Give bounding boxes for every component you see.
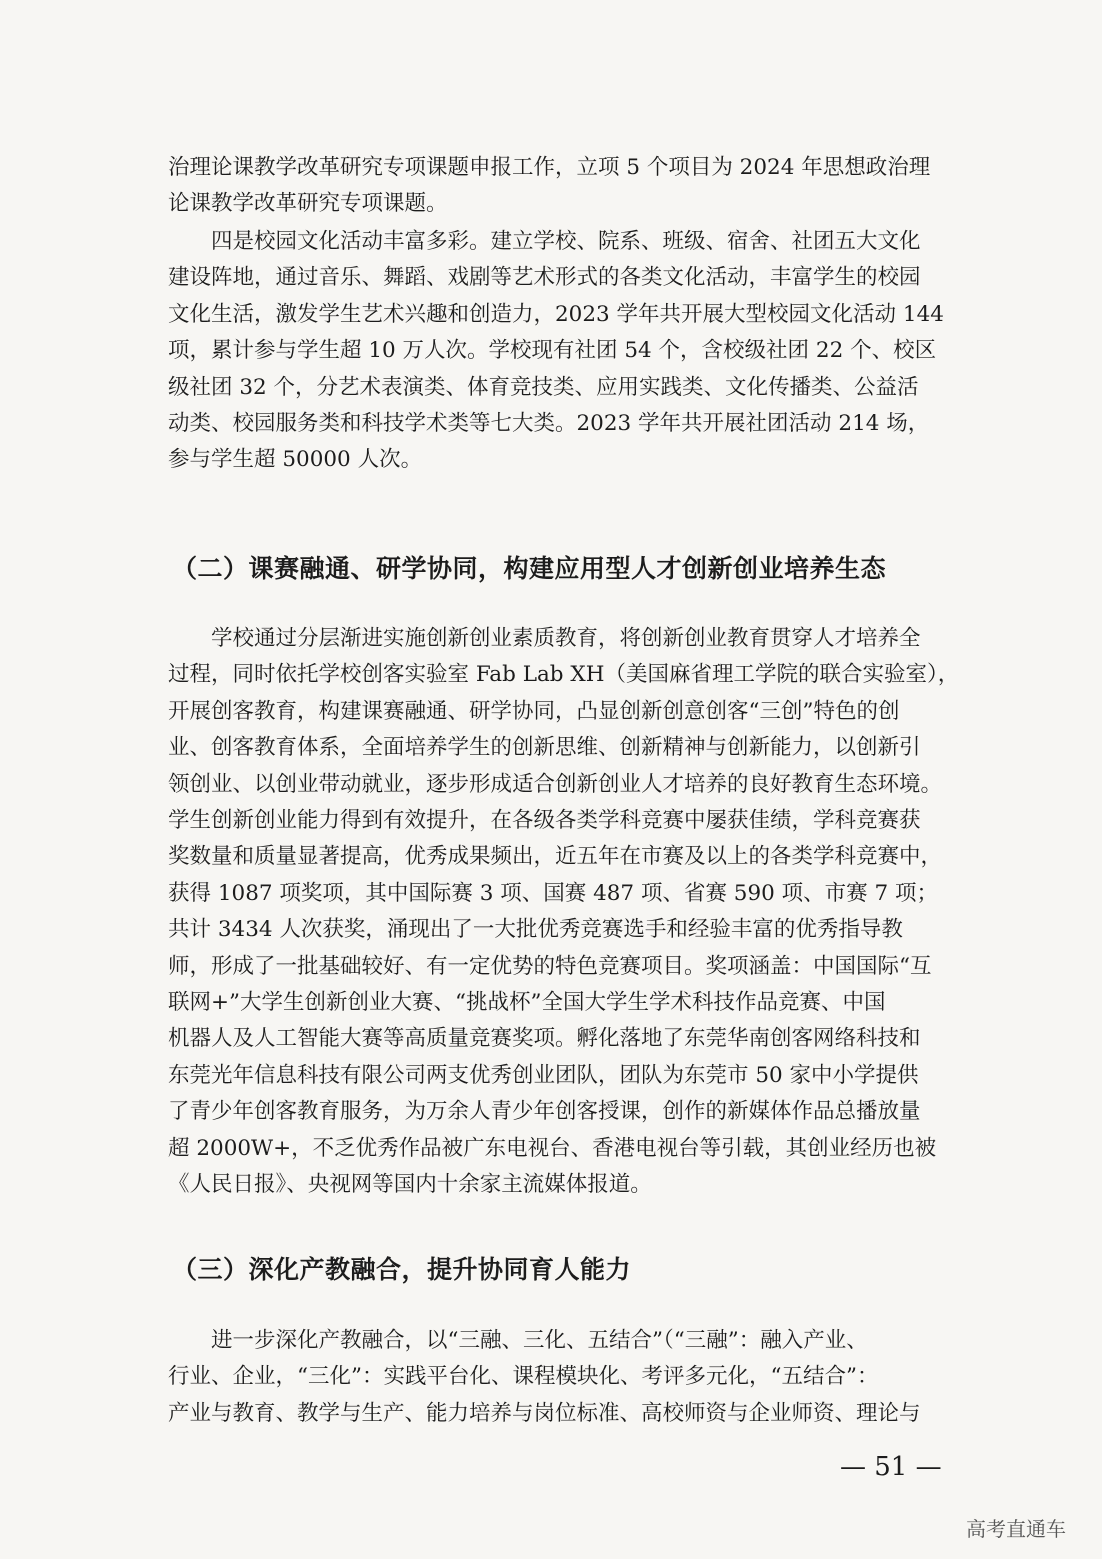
- text-line: 共计 3434 人次获奖，涌现出了一大批优秀竞赛选手和经验丰富的优秀指导教: [168, 917, 903, 943]
- text-line: 行业、企业，“三化”：实践平台化、课程模块化、考评多元化，“五结合”：: [168, 1364, 879, 1390]
- text-line: 论课教学改革研究专项课题。: [168, 191, 448, 217]
- text-line: 参与学生超 50000 人次。: [168, 447, 423, 473]
- watermark-text: 高考直通车: [966, 1517, 1066, 1541]
- text-line: 《人民日报》、央视网等国内十余家主流媒体报道。: [168, 1172, 652, 1198]
- text-line: 领创业、以创业带动就业，逐步形成适合创新创业人才培养的良好教育生态环境。: [168, 771, 943, 797]
- text-line: 开展创客教育，构建课赛融通、研学协同，凸显创新创意创客“三创”特色的创: [168, 698, 900, 724]
- page-number: — 51 —: [840, 1452, 942, 1482]
- paragraph-3: [168, 621, 960, 1204]
- section-heading-2: （二）课赛融通、研学协同，构建应用型人才创新创业培养生态: [172, 554, 887, 583]
- text-line: 学校通过分层渐进实施创新创业素质教育，将创新创业教育贯穿人才培养全: [168, 626, 921, 651]
- paragraph-2: [168, 224, 944, 479]
- section-heading-3: （三）深化产教融合，提升协同育人能力: [172, 1255, 632, 1284]
- text-line: 师，形成了一批基础较好、有一定优势的特色竞赛项目。奖项涵盖：中国国际“互: [168, 953, 932, 979]
- text-line: 进一步深化产教融合，以“三融、三化、五结合”（“三融”：融入产业、: [168, 1328, 868, 1353]
- text-line: 获得 1087 项奖项，其中国际赛 3 项、国赛 487 项、省赛 590 项、市赛 7 项；: [168, 880, 938, 906]
- text-line: 动类、校园服务类和科技学术类等七大类。2023 学年共开展社团活动 214 场，: [168, 411, 930, 437]
- text-line: 文化生活，激发学生艺术兴趣和创造力，2023 学年共开展大型校园文化活动 144: [168, 301, 944, 327]
- text-line: 级社团 32 个，分艺术表演类、体育竞技类、应用实践类、文化传播类、公益活: [168, 374, 919, 400]
- text-line: 超 2000W+，不乏优秀作品被广东电视台、香港电视台等引载，其创业经历也被: [168, 1135, 937, 1161]
- text-line: 了青少年创客教育服务，为万余人青少年创客授课，创作的新媒体作品总播放量: [168, 1099, 921, 1125]
- text-line: 四是校园文化活动丰富多彩。建立学校、院系、班级、宿舍、社团五大文化: [168, 229, 921, 254]
- text-line: 奖数量和质量显著提高，优秀成果频出，近五年在市赛及以上的各类学科竞赛中，: [168, 844, 943, 870]
- text-line: 过程，同时依托学校创客实验室 Fab Lab XH（美国麻省理工学院的联合实验室），: [168, 662, 960, 688]
- text-line: 治理论课教学改革研究专项课题申报工作，立项 5 个项目为 2024 年思想政治理: [168, 155, 931, 180]
- text-line: 机器人及人工智能大赛等高质量竞赛奖项。孵化落地了东莞华南创客网络科技和: [168, 1026, 921, 1052]
- paragraph-4: [168, 1323, 936, 1432]
- text-line: 项，累计参与学生超 10 万人次。学校现有社团 54 个，含校级社团 22 个、校区: [168, 338, 937, 364]
- text-line: 业、创客教育体系，全面培养学生的创新思维、创新精神与创新能力，以创新引: [168, 735, 921, 761]
- text-line: 产业与教育、教学与生产、能力培养与岗位标准、高校师资与企业师资、理论与: [168, 1400, 921, 1426]
- paragraph-1: [168, 150, 936, 223]
- text-line: 建设阵地，通过音乐、舞蹈、戏剧等艺术形式的各类文化活动，丰富学生的校园: [168, 265, 921, 291]
- text-line: 东莞光年信息科技有限公司两支优秀创业团队，团队为东莞市 50 家中小学提供: [168, 1062, 919, 1088]
- text-line: 联网+”大学生创新创业大赛、“挑战杯”全国大学生学术科技作品竞赛、中国: [168, 990, 886, 1016]
- text-line: 学生创新创业能力得到有效提升，在各级各类学科竞赛中屡获佳绩，学科竞赛获: [168, 808, 921, 834]
